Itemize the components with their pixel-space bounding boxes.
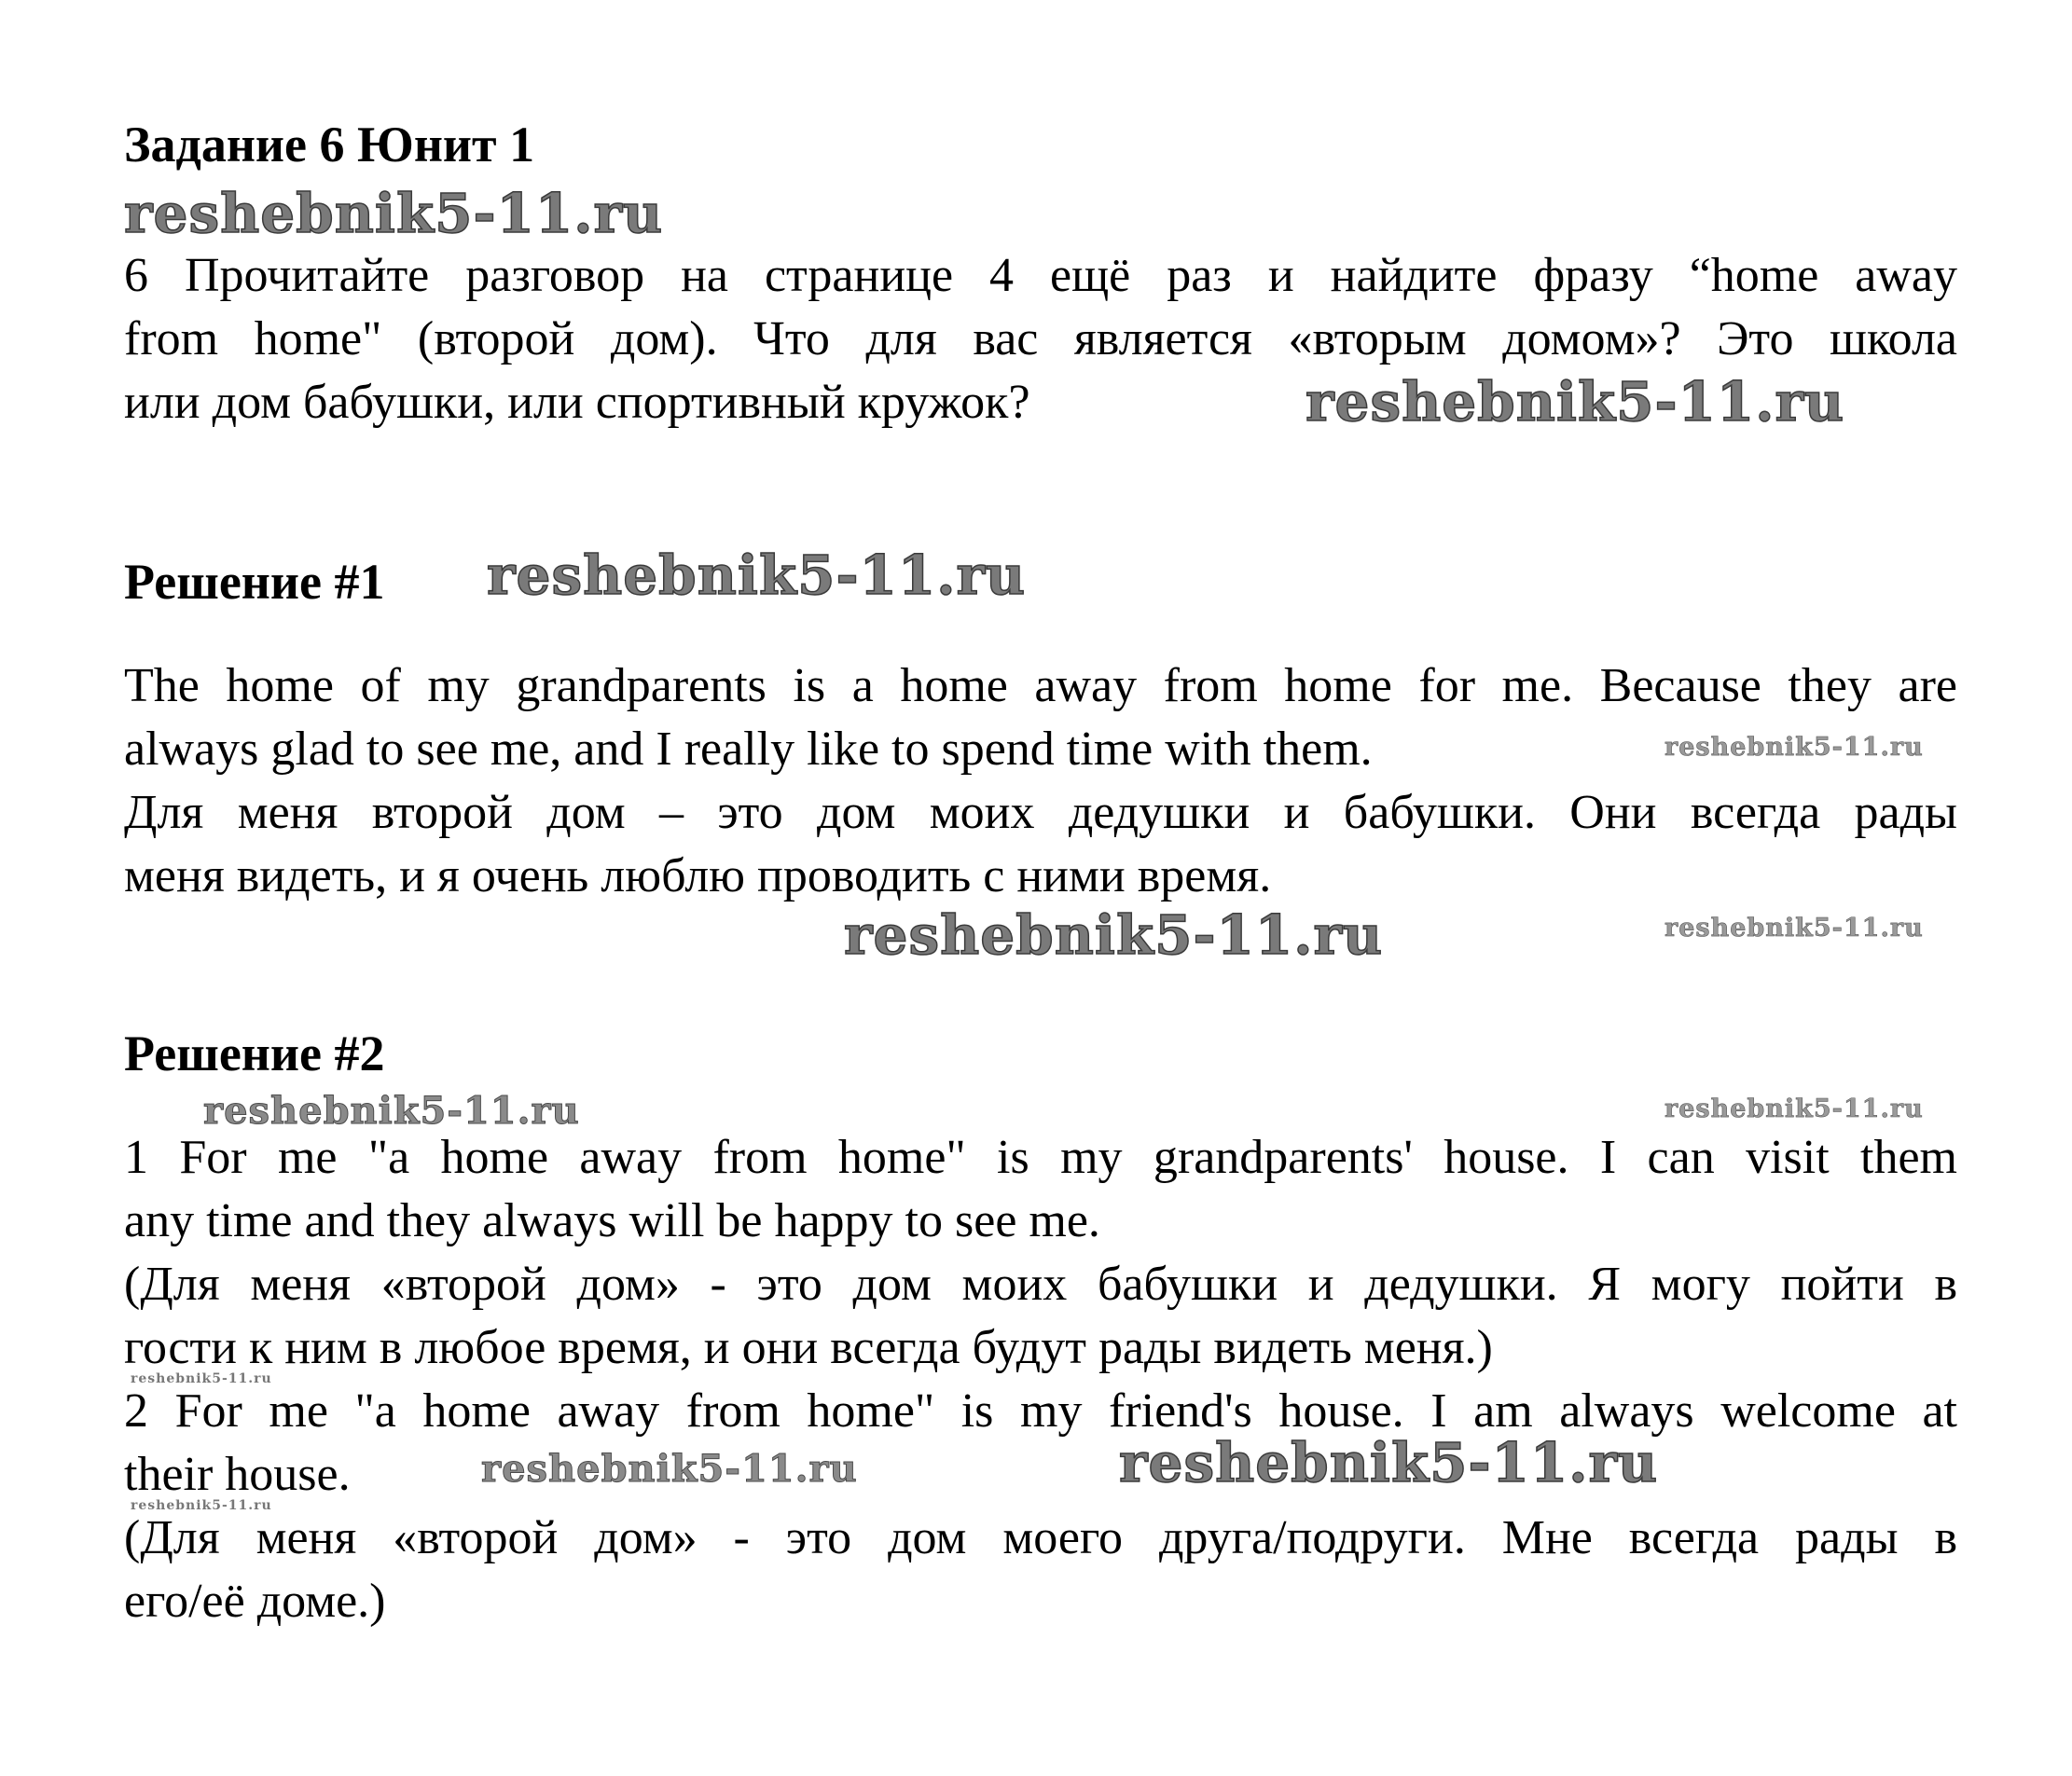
translation2-line-1: (Для меня «второй дом» - это дом моего друга/подруги. Мне всегда рады в: [124, 1511, 1957, 1564]
question-line-3: или дом бабушки, или спортивный кружок?: [124, 376, 1030, 429]
solution1-russian: [124, 781, 1957, 908]
watermark: reshebnik5-11.ru: [1119, 1431, 1659, 1494]
watermark: reshebnik5-11.ru: [481, 1447, 858, 1491]
solution1-english: [124, 654, 1957, 781]
solution2-answer1: [124, 1126, 1957, 1253]
question-line-2: from home" (второй дом). Что для вас является «вторым домом»? Это школа: [124, 312, 1957, 365]
watermark: reshebnik5-11.ru: [1665, 914, 1924, 943]
task-title: Задание 6 Юнит 1: [124, 117, 535, 172]
watermark: reshebnik5-11.ru: [124, 182, 664, 245]
solution1-title: Решение #1: [124, 554, 385, 610]
watermark: reshebnik5-11.ru: [203, 1089, 580, 1133]
watermark: reshebnik5-11.ru: [1665, 1095, 1924, 1123]
translation1-line-1: (Для меня «второй дом» - это дом моих бабушки и дедушки. Я могу пойти в: [124, 1258, 1957, 1311]
answer2-line-1: 2 For me "a home away from home" is my friend's house. I am always welcome at: [124, 1384, 1957, 1438]
solution2-answer2: [124, 1380, 1957, 1507]
solution1-russian-line-2: меня видеть, и я очень люблю проводить с ними время.: [124, 849, 1272, 902]
watermark: reshebnik5-11.ru: [487, 544, 1027, 607]
solution1-russian-line-1: Для меня второй дом – это дом моих дедушки и бабушки. Они всегда рады: [124, 786, 1957, 839]
solution1-english-line-2: always glad to see me, and I really like to spend time with them.: [124, 723, 1373, 776]
answer2-line-2: their house.: [124, 1448, 351, 1501]
translation2-line-2: его/её доме.): [124, 1575, 386, 1628]
watermark: reshebnik5-11.ru: [131, 1498, 272, 1513]
solution2-translation1: [124, 1253, 1957, 1380]
watermark: reshebnik5-11.ru: [1305, 370, 1845, 434]
translation1-line-2: гости к ним в любое время, и они всегда будут рады видеть меня.): [124, 1321, 1493, 1374]
answer1-line-2: any time and they always will be happy to see me.: [124, 1194, 1100, 1247]
question-line-1: 6 Прочитайте разговор на странице 4 ещё раз и найдите фразу “home away: [124, 249, 1957, 302]
solution2-title: Решение #2: [124, 1026, 385, 1081]
solution1-english-line-1: The home of my grandparents is a home away from home for me. Because they are: [124, 659, 1957, 712]
solution2-translation2: [124, 1507, 1957, 1633]
watermark: reshebnik5-11.ru: [1665, 733, 1924, 762]
watermark: reshebnik5-11.ru: [131, 1371, 272, 1386]
answer1-line-1: 1 For me "a home away from home" is my grandparents' house. I can visit them: [124, 1131, 1957, 1184]
watermark: reshebnik5-11.ru: [844, 903, 1384, 967]
